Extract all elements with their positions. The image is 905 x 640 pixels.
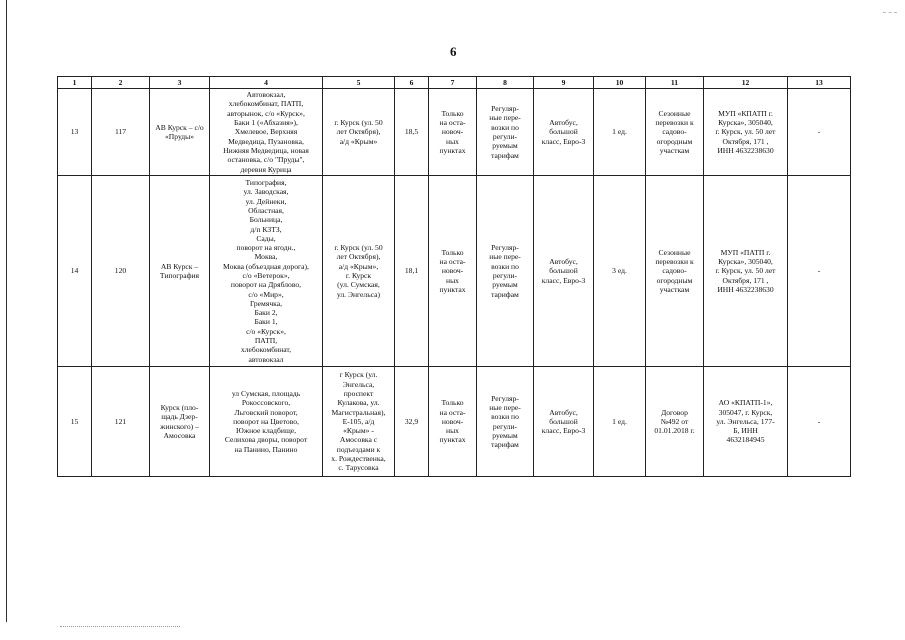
table-row: [58, 367, 851, 477]
header-row: [58, 77, 851, 89]
corner-scan-mark: [883, 12, 897, 14]
note: -: [788, 367, 851, 477]
stop-order: Только на оста- новоч- ных пунктах: [429, 89, 477, 176]
route-name: АВ Курск – Типография: [150, 176, 210, 367]
table-row: [58, 176, 851, 367]
carrier-info: МУП «КПАТП г. Курска», 305040, г. Курск, ул. 50 лет Октября, 171 , ИНН 4632238630: [704, 89, 788, 176]
routes-table: [57, 76, 851, 477]
col-header: 4: [210, 77, 323, 89]
page-number: 6: [450, 44, 457, 59]
route-stops: Автовокзал, хлебокомбинат, ПАТП, авторынок, с/о «Курск», Баки 1 («Абхазия»), Хмелевое, Верхняя Медведица, Пузановка, Нижняя Медведица, новая остановка, с/о "Пруды", деревня Курица: [210, 89, 323, 176]
row-number: 13: [58, 89, 92, 176]
col-header: 11: [646, 77, 704, 89]
row-number: 14: [58, 176, 92, 367]
route-streets: г Курск (ул. Энгельса, проспект Кулакова, ул. Магистральная), Е-105, а/д «Крым» - Амосовка с подъездами к х. Рождественка, с. Тарусовка: [323, 367, 395, 477]
note: -: [788, 89, 851, 176]
route-streets: г. Курск (ул. 50 лет Октября), а/д «Крым», г. Курск (ул. Сумская, ул. Энгельса): [323, 176, 395, 367]
vehicle-count: 3 ед.: [594, 176, 646, 367]
route-number: 117: [92, 89, 150, 176]
route-name: АВ Курск – с/о «Пруды»: [150, 89, 210, 176]
transport-type: Регуляр- ные пере- возки по регули- руемым тарифам: [477, 176, 534, 367]
col-header: 6: [395, 77, 429, 89]
schedule-info: Договор №492 от 01.01.2018 г.: [646, 367, 704, 477]
schedule-info: Сезонные перевозки к садово- огородным участкам: [646, 89, 704, 176]
col-header: 5: [323, 77, 395, 89]
col-header: 2: [92, 77, 150, 89]
carrier-info: МУП «ПАТП г. Курска», 305040, г. Курск, ул. 50 лет Октября, 171 , ИНН 4632238630: [704, 176, 788, 367]
col-header: 3: [150, 77, 210, 89]
col-header: 9: [534, 77, 594, 89]
col-header: 7: [429, 77, 477, 89]
schedule-info: Сезонные перевозки к садово- огородным участкам: [646, 176, 704, 367]
route-length: 32,9: [395, 367, 429, 477]
col-header: 13: [788, 77, 851, 89]
col-header: 1: [58, 77, 92, 89]
route-number: 120: [92, 176, 150, 367]
route-name: Курск (пло- щадь Дзер- жинского) – Амосовка: [150, 367, 210, 477]
col-header: 12: [704, 77, 788, 89]
vehicle-class: Автобус, большой класс, Евро-3: [534, 176, 594, 367]
vehicle-count: 1 ед.: [594, 89, 646, 176]
transport-type: Регуляр- ные пере- возки по регули- руемым тарифам: [477, 89, 534, 176]
route-streets: г. Курск (ул. 50 лет Октября), а/д «Крым»: [323, 89, 395, 176]
route-stops: Типография, ул. Заводская, ул. Дейнеки, Областная, Больница, д/п КЗТЗ, Сады, поворот на ягодн., Моква, Моква (объездная дорога), с/о «Ветерок», поворот на Дряблово, с/о «Мир», Гремячка, Баки 2, Баки 1, с/о «Курск», ПАТП, хлебокомбинат, автовокзал: [210, 176, 323, 367]
transport-type: Регуляр- ные пере- возки по регули- руемым тарифам: [477, 367, 534, 477]
stop-order: Только на оста- новоч- ных пунктах: [429, 367, 477, 477]
stop-order: Только на оста- новоч- ных пунктах: [429, 176, 477, 367]
vehicle-class: Автобус, большой класс, Евро-3: [534, 89, 594, 176]
bottom-scan-mark: [60, 626, 180, 628]
vehicle-count: 1 ед.: [594, 367, 646, 477]
carrier-info: АО «КПАТП-1», 305047, г. Курск, ул. Энгельса, 177- Б, ИНН 4632184945: [704, 367, 788, 477]
route-number: 121: [92, 367, 150, 477]
col-header: 8: [477, 77, 534, 89]
col-header: 10: [594, 77, 646, 89]
vehicle-class: Автобус, большой класс, Евро-3: [534, 367, 594, 477]
row-number: 15: [58, 367, 92, 477]
route-length: 18,1: [395, 176, 429, 367]
table-row: [58, 89, 851, 176]
route-length: 18,5: [395, 89, 429, 176]
route-stops: ул Сумская, площадь Рокоссовского, Льговский поворот, поворот на Цветово, Южное кладбище, Селихова дворы, поворот на Панино, Панино: [210, 367, 323, 477]
left-margin-rule: [6, 0, 7, 622]
note: -: [788, 176, 851, 367]
